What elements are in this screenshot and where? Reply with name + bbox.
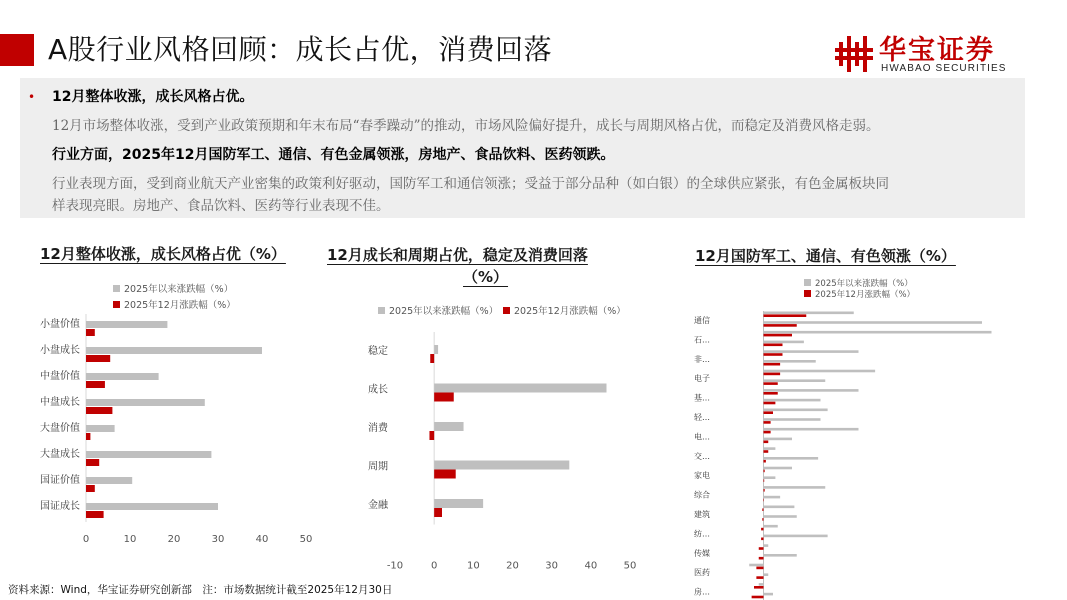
- chart3-bar-dec: [761, 538, 763, 541]
- chart3-bar-2025: [764, 331, 992, 334]
- chart3-category-label: 纺…: [694, 529, 710, 539]
- chart3-bar-2025: [764, 457, 819, 460]
- chart3-bar-dec: [764, 334, 793, 337]
- chart1-legend-2025-swatch: [113, 285, 120, 292]
- chart3-bar-2025: [764, 428, 859, 431]
- chart3-bar-2025: [759, 583, 764, 586]
- summary-text-3: 样表现亮眼。房地产、食品饮料、医药等行业表现不佳。: [52, 198, 390, 214]
- chart1-category-label: 小盘价值: [40, 319, 80, 330]
- chart2-title: 12月成长和周期占优，稳定及消费回落: [327, 246, 588, 264]
- chart2-category-label: 成长: [368, 384, 388, 396]
- chart3-legend-dec: 2025年12月涨跌幅（%）: [815, 290, 916, 300]
- chart3-category-label: 传媒: [694, 548, 710, 558]
- chart3-bar-dec: [764, 344, 783, 347]
- chart3-bar-2025: [764, 438, 793, 441]
- chart2-category-label: 金融: [368, 500, 388, 511]
- chart1-legend-dec-swatch: [113, 301, 120, 308]
- chart2-title-unit: （%）: [463, 268, 509, 286]
- chart1-category-label: 中盘价值: [40, 371, 80, 382]
- chart3-bar-2025: [764, 409, 828, 412]
- chart2-bar-dec: [434, 470, 456, 479]
- company-logo: [833, 32, 1025, 76]
- chart3-bar-dec: [752, 596, 764, 599]
- chart3-legend-2025: 2025年以来涨跌幅（%）: [815, 279, 913, 289]
- chart3-bar-dec: [762, 508, 763, 511]
- chart3-bar-dec: [761, 528, 763, 531]
- chart3-legend-dec-swatch: [804, 290, 811, 297]
- chart3-bar-2025: [764, 399, 821, 402]
- chart3-bar-dec: [764, 421, 771, 424]
- chart3-bar-2025: [764, 544, 769, 547]
- chart2-legend-2025-swatch: [378, 307, 385, 314]
- source-footnote: 资料来源：Wind，华宝证券研究创新部 注：市场数据统计截至2025年12月30日: [8, 584, 393, 596]
- logo-text-en: HWABAO SECURITIES: [881, 63, 1007, 74]
- chart2-tick-label: 30: [545, 560, 559, 572]
- chart2-category-label: 稳定: [368, 346, 388, 357]
- chart3-bar-dec: [756, 567, 763, 570]
- chart3-bar-dec: [764, 402, 776, 405]
- chart3-bar-2025: [764, 476, 776, 479]
- chart3-bar-2025: [764, 418, 821, 421]
- chart3-bar-dec: [764, 411, 774, 414]
- chart1-category-label: 中盘成长: [40, 397, 80, 408]
- chart1-bar-dec: [86, 407, 112, 414]
- chart3-bar-dec: [764, 450, 769, 453]
- chart3-title: 12月国防军工、通信、有色领涨（%）: [695, 247, 956, 265]
- summary-text-2: 行业表现方面，受到商业航天产业密集的政策利好驱动，国防军工和通信领涨；受益于部分品种（如白银）的全球供应紧张，有色金属板块同: [52, 176, 889, 192]
- chart1-legend-2025: 2025年以来涨跌幅（%）: [124, 284, 234, 295]
- chart1-bar-dec: [86, 511, 104, 518]
- chart3-bar-2025: [764, 573, 769, 576]
- chart2-legend-dec-swatch: [503, 307, 510, 314]
- chart2-legend-2025: 2025年以来涨跌幅（%）: [389, 306, 499, 317]
- chart3-category-label: 非…: [694, 354, 710, 364]
- chart3-legend-2025-swatch: [804, 279, 811, 286]
- chart2-tick-label: 20: [506, 560, 519, 572]
- chart1-category-label: 大盘成长: [40, 449, 80, 460]
- chart1-bar-dec: [86, 355, 110, 362]
- chart3-category-label: 建筑: [694, 510, 710, 519]
- chart3-bar-2025: [764, 506, 795, 509]
- chart3-bar-2025: [764, 447, 776, 450]
- summary-box: [20, 78, 1025, 218]
- chart3-bar-dec: [764, 324, 797, 327]
- chart3-bar-2025: [764, 467, 793, 470]
- chart1-bar-2025: [86, 399, 205, 406]
- chart3-category-label: 房…: [694, 587, 710, 597]
- chart2-tick-label: 10: [466, 560, 480, 572]
- chart1-bar-2025: [86, 451, 211, 458]
- chart2-bar-dec: [434, 508, 442, 517]
- chart3-bar-dec: [764, 441, 769, 444]
- chart2-bar-2025: [434, 499, 483, 508]
- logo-text-cn: 华宝证券: [879, 35, 995, 66]
- chart3-bar-2025: [764, 321, 983, 324]
- chart3-bar-dec: [762, 518, 763, 521]
- chart3-bar-2025: [764, 486, 826, 489]
- chart3-category-label: 通信: [694, 316, 710, 325]
- chart2-legend-dec: 2025年12月涨跌幅（%）: [514, 306, 626, 317]
- chart3-category-label: 综合: [694, 490, 710, 500]
- chart3-category-label: 轻…: [694, 413, 710, 422]
- chart1-bar-2025: [86, 477, 132, 484]
- chart3-bar-2025: [764, 341, 804, 344]
- chart2-bar-dec: [430, 354, 434, 363]
- chart3-bar-2025: [764, 370, 876, 373]
- chart2-bar-dec: [434, 393, 454, 402]
- chart3-bar-2025: [764, 379, 826, 382]
- chart2-tick-label: -10: [386, 560, 404, 572]
- chart1-style-returns: [25, 280, 315, 545]
- chart2-bar-2025: [434, 384, 606, 393]
- chart3-bar-2025: [749, 564, 763, 567]
- chart3-category-label: 基…: [694, 393, 710, 403]
- chart1-category-label: 国证成长: [40, 501, 80, 512]
- chart2-tick-label: 0: [430, 560, 438, 572]
- chart3-category-label: 石…: [694, 335, 710, 345]
- chart1-bar-dec: [86, 433, 90, 440]
- chart2-category-label: 消费: [368, 423, 388, 434]
- chart1-tick-label: 30: [211, 534, 225, 545]
- chart1-title: 12月整体收涨，成长风格占优（%）: [40, 245, 286, 263]
- chart1-bar-dec: [86, 329, 95, 336]
- chart2-bar-dec: [429, 431, 434, 440]
- chart2-bar-2025: [434, 422, 463, 431]
- chart2-tick-label: 50: [623, 560, 637, 572]
- chart3-bar-dec: [764, 392, 778, 395]
- chart2-category-label: 周期: [368, 461, 388, 473]
- chart3-category-label: 电…: [694, 432, 710, 442]
- chart3-bar-2025: [764, 593, 774, 596]
- summary-text-1: 12月市场整体收涨，受到产业政策预期和年末布局“春季躁动”的推动，市场风险偏好提升，成长与周期风格占优，而稳定及消费风格走弱。: [52, 118, 880, 134]
- chart2-bar-2025: [434, 461, 569, 470]
- chart1-bar-2025: [86, 503, 218, 510]
- chart3-bar-dec: [764, 470, 765, 473]
- chart3-bar-2025: [764, 525, 778, 528]
- chart1-tick-label: 10: [123, 534, 137, 545]
- summary-headline-1: 12月整体收涨，成长风格占优。: [52, 89, 254, 105]
- chart3-bar-dec: [764, 489, 765, 492]
- chart3-bar-dec: [764, 382, 778, 385]
- chart1-legend-dec: 2025年12月涨跌幅（%）: [124, 300, 236, 311]
- chart3-bar-dec: [756, 576, 763, 579]
- chart1-bar-2025: [86, 373, 159, 380]
- chart3-bar-dec: [764, 363, 781, 366]
- chart1-tick-label: 40: [255, 534, 269, 545]
- chart3-bar-2025: [764, 350, 859, 353]
- chart1-category-label: 国证价值: [40, 475, 80, 486]
- chart3-bar-2025: [764, 360, 816, 363]
- chart3-category-label: 电子: [694, 374, 710, 384]
- chart3-bar-dec: [764, 460, 766, 463]
- chart1-bar-dec: [86, 485, 95, 492]
- chart3-bar-dec: [759, 557, 764, 560]
- summary-headline-2: 行业方面，2025年12月国防军工、通信、有色金属领涨，房地产、食品饮料、医药领跌。: [52, 147, 615, 163]
- chart3-bar-2025: [764, 496, 781, 499]
- chart3-bar-2025: [764, 554, 797, 557]
- chart3-bar-2025: [764, 389, 859, 392]
- title-accent-bar: [0, 34, 34, 66]
- chart3-bar-2025: [764, 312, 854, 315]
- chart1-tick-label: 50: [299, 534, 313, 545]
- chart2-bar-2025: [434, 345, 438, 354]
- chart3-bar-2025: [764, 535, 828, 538]
- chart1-tick-label: 20: [167, 534, 181, 545]
- chart1-bar-dec: [86, 381, 105, 388]
- chart3-bar-dec: [754, 586, 764, 589]
- chart1-category-label: 大盘价值: [40, 423, 80, 434]
- chart1-bar-dec: [86, 459, 99, 466]
- chart2-sector-style-returns: [355, 300, 645, 572]
- chart3-category-label: 家电: [694, 471, 710, 481]
- chart1-category-label: 小盘成长: [40, 345, 80, 356]
- chart3-bar-dec: [764, 353, 783, 356]
- chart3-bar-dec: [764, 431, 771, 434]
- logo-mark-icon: [833, 32, 877, 76]
- bullet-icon: •: [28, 90, 36, 104]
- chart3-industry-returns: [690, 272, 1030, 597]
- page-title: A股行业风格回顾：成长占优，消费回落: [48, 33, 553, 66]
- chart3-bar-2025: [764, 515, 797, 518]
- chart1-bar-2025: [86, 321, 167, 328]
- chart3-bar-dec: [764, 314, 807, 317]
- chart2-tick-label: 40: [584, 560, 598, 572]
- chart1-tick-label: 0: [82, 534, 90, 545]
- chart1-bar-2025: [86, 347, 262, 354]
- chart3-category-label: 医药: [694, 568, 710, 578]
- chart3-bar-dec: [759, 547, 764, 550]
- chart3-bar-dec: [764, 479, 765, 482]
- chart3-bar-dec: [764, 373, 781, 376]
- chart3-category-label: 交…: [694, 451, 710, 461]
- chart1-bar-2025: [86, 425, 115, 432]
